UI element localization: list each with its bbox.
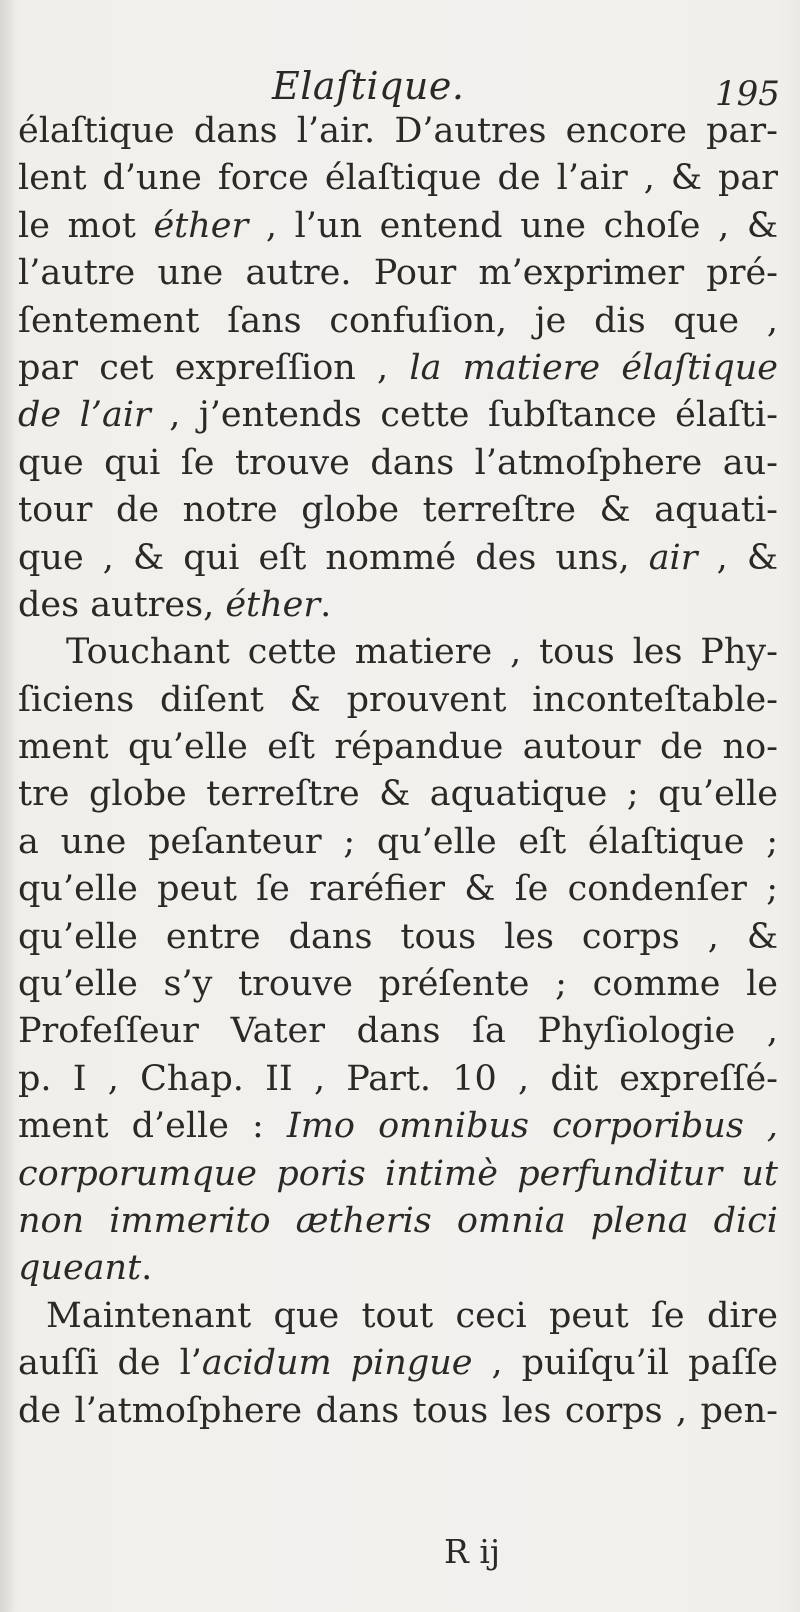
text-line [18, 1245, 778, 1292]
text-line [18, 961, 778, 1008]
paragraph [18, 108, 778, 629]
text-line [18, 392, 778, 439]
italic-text: acidum pingue [201, 1343, 473, 1384]
text-run: Maintenant que tout ceci peut ſe dire [46, 1295, 778, 1336]
text-line [18, 866, 778, 913]
text-run: . [141, 1248, 153, 1289]
text-line [18, 108, 778, 155]
text-run: , j’entends cette ſubſtance élaſti- [150, 395, 778, 436]
text-run: par cet expreſſion , [18, 347, 410, 388]
text-run: , l’un entend une choſe , & [248, 205, 779, 246]
paragraph [18, 629, 778, 1292]
text-run: p. I , Chap. II , Part. 10 , dit expreſſé- [18, 1058, 778, 1099]
text-run: ment qu’elle eſt répandue autour de no- [18, 727, 778, 768]
text-line [18, 345, 778, 392]
italic-text: queant [18, 1248, 142, 1289]
page-gutter-shadow [0, 0, 14, 1612]
italic-text: Imo omnibus corporibus , [286, 1106, 778, 1147]
text-line [18, 1056, 778, 1103]
text-line [18, 298, 778, 345]
text-line [18, 1151, 778, 1198]
text-run: que , & qui eſt nommé des uns, [18, 537, 649, 578]
text-run: , puiſqu’il paſſe [472, 1343, 778, 1384]
text-run: Profeſſeur Vater dans ſa Phyſiologie , [18, 1011, 778, 1052]
italic-text: la matiere élaſtique [409, 347, 778, 388]
text-run: ſiciens diſent & prouvent inconteſtable- [18, 679, 778, 720]
text-line [18, 724, 778, 771]
text-line [18, 819, 778, 866]
text-line [18, 250, 778, 297]
text-run: ſentement ſans confuſion, je dis que , [18, 300, 778, 341]
page-number: 195 [715, 74, 780, 114]
text-line [18, 203, 778, 250]
text-line [18, 487, 778, 534]
text-line [18, 1103, 778, 1150]
italic-text: éther [153, 205, 249, 246]
text-run: qu’elle entre dans tous les corps , & [18, 916, 778, 957]
text-run: le mot [18, 205, 154, 246]
text-run: qu’elle s’y trouve préſente ; comme le [18, 964, 778, 1005]
text-line [18, 629, 778, 676]
text-line [18, 771, 778, 818]
text-run: Touchant cette matiere , tous les Phy- [66, 632, 778, 673]
text-run: des autres, [18, 584, 226, 625]
italic-text: éther [225, 584, 321, 625]
text-run: ment d’elle : [18, 1106, 287, 1147]
text-run: de l’atmoſphere dans tous les corps , pen- [18, 1390, 778, 1431]
text-line [18, 582, 778, 629]
text-run: lent d’une force élaſtique de l’air , & par [18, 158, 778, 199]
italic-text: de l’air [18, 395, 151, 436]
body-text [18, 108, 778, 1435]
text-line [18, 1293, 778, 1340]
paragraph [18, 1293, 778, 1435]
page-header [0, 64, 800, 114]
text-run: qu’elle peut ſe raréfier & ſe condenſer ; [18, 869, 778, 910]
text-run: auſſi de l’ [18, 1343, 202, 1384]
text-line [18, 1340, 778, 1387]
text-line [18, 155, 778, 202]
italic-text: corporumque poris intimè perfunditur ut [18, 1153, 778, 1194]
text-run: . [320, 584, 332, 625]
text-line [18, 914, 778, 961]
signature-mark: R ij [444, 1532, 501, 1571]
running-title: Elaſtique. [272, 64, 465, 108]
italic-text: air [648, 537, 698, 578]
text-line [18, 1388, 778, 1435]
text-run: l’autre une autre. Pour m’exprimer pré- [18, 253, 778, 294]
text-line [18, 535, 778, 582]
text-run: tre globe terreſtre & aquatique ; qu’elle [18, 774, 778, 815]
text-line [18, 440, 778, 487]
italic-text: non immerito ætheris omnia plena dici [18, 1200, 778, 1241]
text-run: tour de notre globe terreſtre & aquati- [18, 490, 778, 531]
text-run: que qui ſe trouve dans l’atmoſphere au- [18, 442, 778, 483]
text-run: a une peſanteur ; qu’elle eſt élaſtique ; [18, 821, 778, 862]
text-line [18, 1198, 778, 1245]
text-run: , & [697, 537, 778, 578]
text-line [18, 677, 778, 724]
text-line [18, 1008, 778, 1055]
text-run: élaſtique dans l’air. D’autres encore par- [18, 111, 778, 151]
